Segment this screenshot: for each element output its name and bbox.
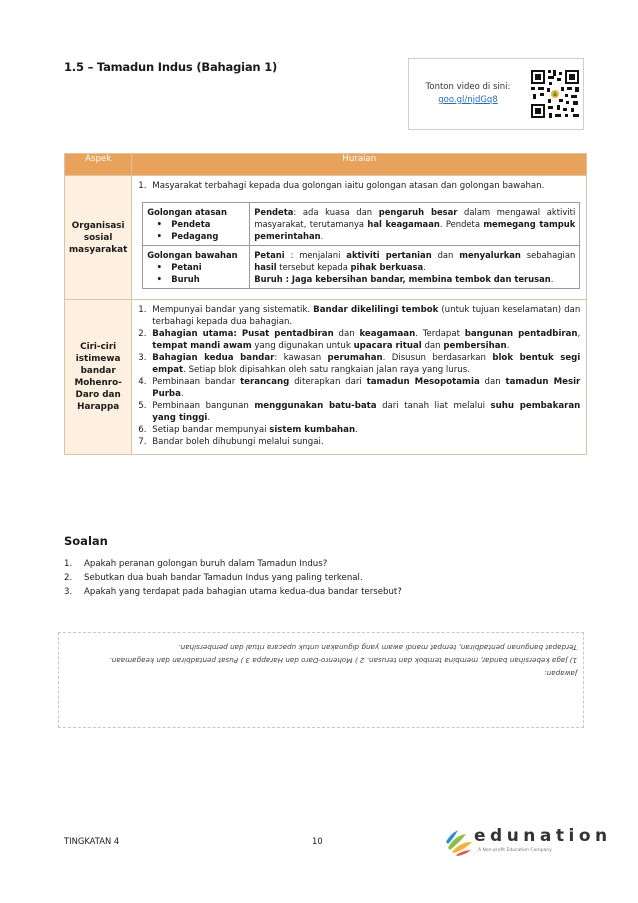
table-row bbox=[65, 300, 587, 455]
question-item: 1. Apakah peranan golongan buruh dalam Tamadun Indus? bbox=[64, 559, 328, 569]
answer-box bbox=[58, 632, 584, 728]
list-item: 7. Bandar boleh dihubungi melalui sungai. bbox=[138, 437, 324, 447]
lower-class-cell: Golongan bawahan • Petani • Buruh bbox=[143, 246, 250, 289]
header-description: Huraian bbox=[132, 154, 587, 176]
header-aspect: Aspek bbox=[65, 154, 132, 176]
list-item: 5. Pembinaan bangunan menggunakan batu-bata dari tanah liat melalui suhu pembakaran yang tinggi. bbox=[138, 401, 581, 423]
aspect-social: Organisasi sosial masyarakat bbox=[65, 176, 132, 300]
description-cities bbox=[132, 300, 587, 455]
question-item: 2. Sebutkan dua buah bandar Tamadun Indus yang paling terkenal. bbox=[64, 573, 363, 583]
answer-line-1: 1) Jaga kebersihan bandar, membina tembok dan terusan. 2 ) Mohenro-Daro dan Harappa 3 ) Pusat pentadbiran dan keagamaan. bbox=[109, 656, 577, 665]
list-item: 2. Bahagian utama: Pusat pentadbiran dan keagamaan. Terdapat bangunan pentadbiran, tempat mandi awam yang digunakan untuk upacara ritual dan pembersihan. bbox=[138, 329, 581, 351]
description-social bbox=[132, 176, 587, 300]
list-item: 1. Masyarakat terbahagi kepada dua golongan iaitu golongan atasan dan golongan bawahan. bbox=[138, 181, 545, 191]
brand-name: edunation bbox=[474, 826, 612, 846]
brand-tagline: A Non-profit Education Company bbox=[478, 848, 552, 853]
lower-class-desc: Petani : menjalani aktiviti pertanian dan menyalurkan sebahagian hasil tersebut kepada pihak berkuasa. Buruh : Jaga kebersihan bandar, membina tembok dan terusan. bbox=[250, 246, 580, 289]
question-item: 3. Apakah yang terdapat pada bahagian utama kedua-dua bandar tersebut? bbox=[64, 587, 402, 597]
upper-class-desc: Pendeta: ada kuasa dan pengaruh besar dalam mengawal aktiviti masyarakat, terutamanya hal keagamaan. Pendeta memegang tampuk pemerintahan. bbox=[250, 203, 580, 246]
upside-down-answers bbox=[67, 641, 577, 680]
questions-list bbox=[64, 557, 584, 599]
leaf-logo-icon bbox=[444, 828, 474, 856]
video-info bbox=[409, 81, 527, 107]
upper-class-cell: Golongan atasan • Pendeta • Pedagang bbox=[143, 203, 250, 246]
questions-title: Soalan bbox=[64, 534, 108, 548]
video-box bbox=[408, 58, 584, 130]
edunation-logo bbox=[444, 826, 612, 860]
video-link[interactable]: goo.gl/njdGq8 bbox=[438, 95, 498, 105]
list-item: 6. Setiap bandar mempunyai sistem kumbahan. bbox=[138, 425, 358, 435]
content-table bbox=[64, 153, 587, 455]
aspect-cities: Ciri-ciri istimewa bandar Mohenro-Daro dan Harappa bbox=[65, 300, 132, 455]
list-item: 3. Bahagian kedua bandar: kawasan perumahan. Disusun berdasarkan blok bentuk segi empat. Setiap blok dipisahkan oleh satu rangkaian jalan raya yang lurus. bbox=[138, 353, 581, 375]
footer-level: TINGKATAN 4 bbox=[64, 836, 120, 846]
answer-line-2: Terdapat bangunan pentadbiran, tempat mandi awam yang digunakan untuk upacara ritual dan pembersihan. bbox=[178, 643, 577, 652]
list-item: 1. Mempunyai bandar yang sistematik. Bandar dikelilingi tembok (untuk tujuan keselamatan) dan terbahagi kepada dua bahagian. bbox=[138, 305, 581, 327]
social-class-table bbox=[142, 202, 580, 289]
answer-label: Jawapan: bbox=[544, 669, 577, 678]
qr-code-icon[interactable] bbox=[529, 61, 581, 127]
video-label: Tonton video di sini: bbox=[425, 82, 511, 92]
page-title: 1.5 – Tamadun Indus (Bahagian 1) bbox=[64, 60, 278, 74]
table-row bbox=[65, 176, 587, 300]
list-item: 4. Pembinaan bandar terancang diterapkan dari tamadun Mesopotamia dan tamadun Mesir Purba. bbox=[138, 377, 581, 399]
page-number: 10 bbox=[312, 836, 323, 846]
